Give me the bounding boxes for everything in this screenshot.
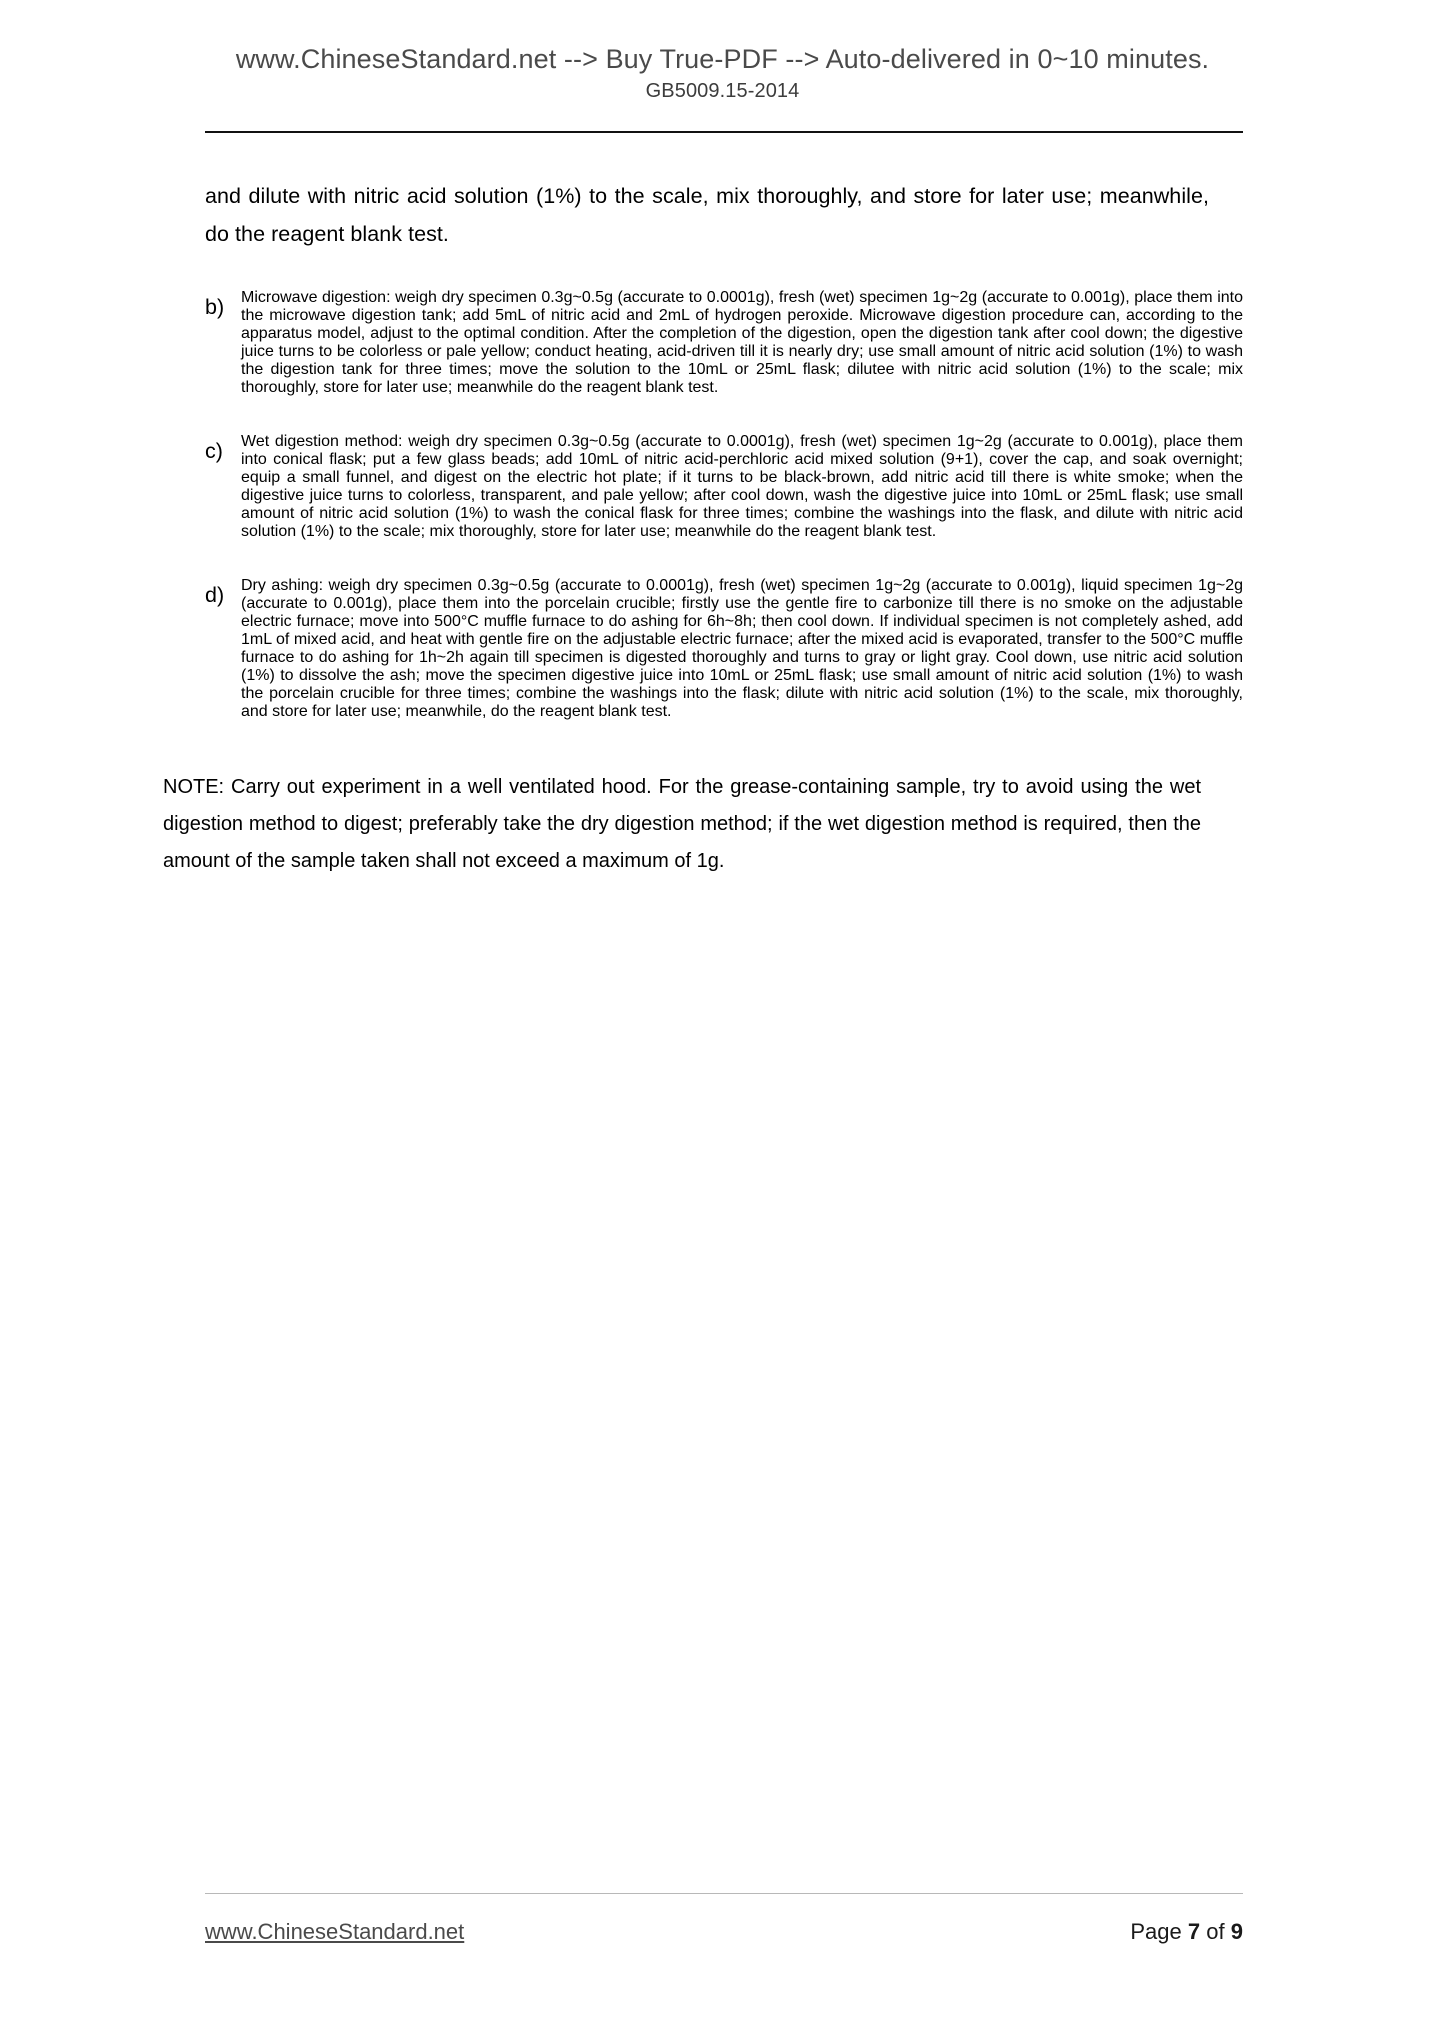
list-item-text-b: Microwave digestion: weigh dry specimen 0.3g~0.5g (accurate to 0.0001g), fresh (wet) specimen 1g~2g (accurate to 0.001g), place them into the microwave digestion tank; add 5mL of nitric acid and 2mL of hydrogen peroxide. Microwave digestion procedure can, according to the apparatus model, adjust to the optimal condition. After the completion of the digestion, open the digestion tank after cool down; the digestive juice turns to be colorless or pale yellow; conduct heating, acid-driven till it is nearly dry; use small amount of nitric acid solution (1%) to wash the digestion tank for three times; move the solution to the 10mL or 25mL flask; dilutee with nitric acid solution (1%) to the scale; mix thoroughly, store for later use; meanwhile do the reagent blank test. <box>241 289 1243 396</box>
document-body <box>163 178 1243 900</box>
standard-number: GB5009.15-2014 <box>645 80 800 102</box>
page-total-number: 9 <box>1230 1919 1243 1944</box>
page-footer <box>205 1912 1243 1952</box>
page-label-of: of <box>1206 1919 1225 1944</box>
list-item <box>205 289 1243 397</box>
list-item-text-c: Wet digestion method: weigh dry specimen 0.3g~0.5g (accurate to 0.0001g), fresh (wet) specimen 1g~2g (accurate to 0.001g), place them into conical flask; put a few glass beads; add 10mL of nitric acid-perchloric acid mixed solution (9+1), cover the cap, and soak overnight; equip a small funnel, and digest on the electric hot plate; if it turns to be black-brown, add nitric acid till there is white smoke; when the digestive juice turns to colorless, transparent, and pale yellow; after cool down, wash the digestive juice into 10mL or 25mL flask; use small amount of nitric acid solution (1%) to wash the conical flask for three times; combine the washings into the flask, and dilute with nitric acid solution (1%) to the scale; mix thoroughly, store for later use; meanwhile do the reagent blank test. <box>241 433 1243 540</box>
list-marker-b: b) <box>205 295 225 319</box>
page-current-number: 7 <box>1187 1919 1201 1944</box>
list-marker-c: c) <box>205 439 223 463</box>
list-marker-d: d) <box>205 583 225 607</box>
footer-divider <box>205 1893 1243 1894</box>
continued-paragraph: and dilute with nitric acid solution (1%) to the scale, mix thoroughly, and store for later use; meanwhile, do the reagent blank test. <box>205 184 1209 246</box>
note-paragraph: NOTE: Carry out experiment in a well ventilated hood. For the grease-containing sample, try to avoid using the wet digestion method to digest; preferably take the dry digestion method; if the wet digestion method is required, then the amount of the sample taken shall not exceed a maximum of 1g. <box>163 776 1201 872</box>
promo-header-text: www.ChineseStandard.net --> Buy True-PDF --> Auto-delivered in 0~10 minutes. <box>235 44 1210 74</box>
list-item <box>205 433 1243 541</box>
header-divider <box>205 131 1243 133</box>
page-label-prefix: Page <box>1130 1919 1182 1944</box>
footer-website-link[interactable]: www.ChineseStandard.net <box>205 1919 465 1944</box>
page-number-indicator <box>1130 1919 1243 1945</box>
list-item-text-d: Dry ashing: weigh dry specimen 0.3g~0.5g (accurate to 0.0001g), fresh (wet) specimen 1g~2g (accurate to 0.001g), liquid specimen 1g~2g (accurate to 0.001g), place them into the porcelain crucible; firstly use the gentle fire to carbonize till there is no smoke on the adjustable electric furnace; move into 500°C muffle furnace to do ashing for 6h~8h; then cool down. If individual specimen is not completely ashed, add 1mL of mixed acid, and heat with gentle fire on the adjustable electric furnace; after the mixed acid is evaporated, transfer to the 500°C muffle furnace to do ashing for 1h~2h again till specimen is digested thoroughly and turns to gray or light gray. Cool down, use nitric acid solution (1%) to dissolve the ash; move the specimen digestive juice into 10mL or 25mL flask; use small amount of nitric acid solution (1%) to wash the porcelain crucible for three times; combine the washings into the flask; dilute with nitric acid solution (1%) to the scale, mix thoroughly, and store for later use; meanwhile, do the reagent blank test. <box>241 577 1243 720</box>
list-item <box>205 577 1243 721</box>
